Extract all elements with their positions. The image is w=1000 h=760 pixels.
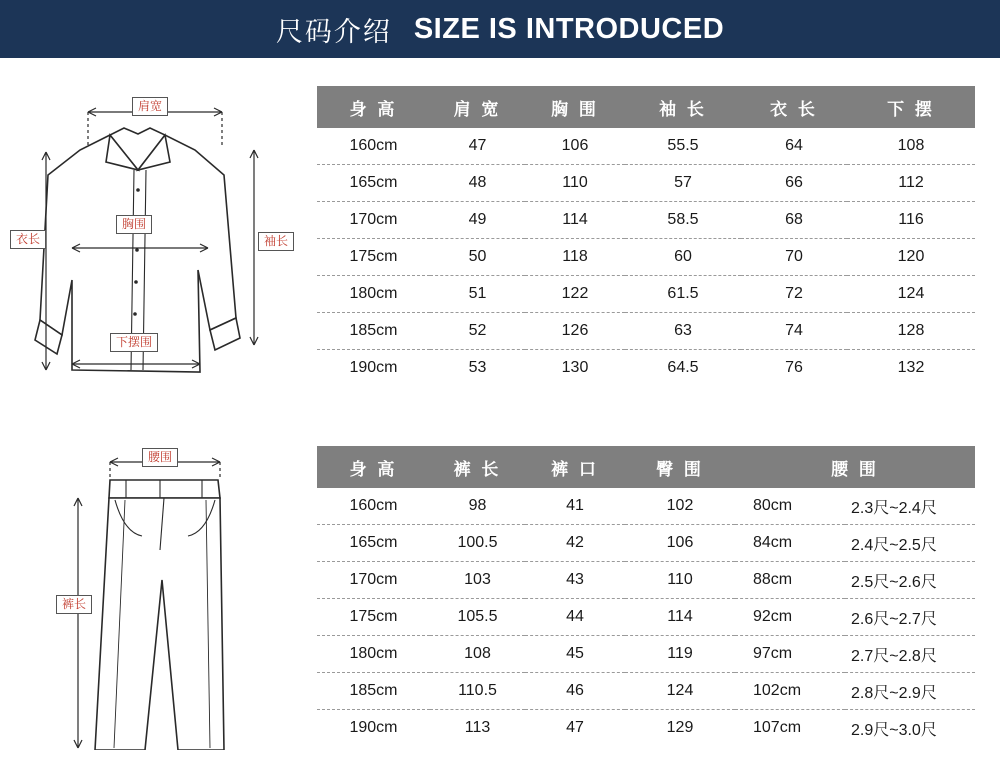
cell-chest: 130 — [561, 359, 589, 376]
cell-sleeve: 58.5 — [625, 202, 741, 239]
cell-length: 64 — [741, 128, 847, 165]
table-row — [317, 525, 975, 562]
shirt-col-length: 衣 长 — [741, 86, 847, 128]
cell-cuff: 43 — [525, 562, 625, 599]
shirt-col-shoulder: 肩 宽 — [430, 86, 525, 128]
cell-shoulder: 47 — [430, 128, 525, 165]
cell-cuff: 44 — [525, 599, 625, 636]
cell-length: 70 — [741, 239, 847, 276]
cell-height: 190cm — [349, 359, 398, 376]
table-row — [317, 276, 975, 313]
cell-length: 68 — [741, 202, 847, 239]
cell-waist-chi: 2.5尺~2.6尺 — [845, 562, 975, 599]
cell-height: 180cm — [317, 636, 430, 673]
page-title-en: SIZE IS INTRODUCED — [413, 12, 725, 45]
cell-height: 175cm — [317, 239, 430, 276]
shirt-col-sleeve: 袖 长 — [625, 86, 741, 128]
cell-waist-cm: 102cm — [735, 673, 845, 710]
shirt-illustration — [10, 70, 310, 400]
table-row — [317, 165, 975, 202]
cell-pants-length: 113 — [464, 719, 491, 736]
cell-cuff: 46 — [525, 673, 625, 710]
pants-size-table — [317, 446, 975, 746]
cell-height: 185cm — [317, 313, 430, 350]
shirt-label-hem: 下摆围 — [110, 333, 158, 352]
cell-waist-chi: 2.4尺~2.5尺 — [845, 525, 975, 562]
cell-height: 165cm — [317, 525, 430, 562]
pants-col-length: 裤 长 — [430, 446, 525, 488]
cell-sleeve: 64.5 — [667, 359, 699, 376]
cell-hem: 116 — [847, 202, 975, 239]
table-row — [317, 562, 975, 599]
cell-height: 175cm — [317, 599, 430, 636]
cell-waist-chi: 2.7尺~2.8尺 — [845, 636, 975, 673]
cell-sleeve: 57 — [625, 165, 741, 202]
table-row — [317, 350, 975, 387]
cell-waist-cm: 80cm — [735, 488, 845, 525]
shirt-col-hem: 下 摆 — [847, 86, 975, 128]
pants-label-waist: 腰围 — [142, 448, 178, 467]
cell-hem: 128 — [847, 313, 975, 350]
cell-hip: 124 — [625, 673, 735, 710]
cell-hem: 132 — [897, 359, 925, 376]
pants-col-waist: 腰 围 — [735, 446, 975, 488]
table-row — [317, 313, 975, 350]
cell-hip: 114 — [625, 599, 735, 636]
cell-length: 72 — [741, 276, 847, 313]
pants-diagram-svg — [10, 430, 310, 750]
cell-height: 170cm — [317, 202, 430, 239]
page-header — [0, 0, 1000, 58]
cell-waist-cm: 107cm — [753, 719, 802, 736]
cell-pants-length: 98 — [430, 488, 525, 525]
cell-shoulder: 51 — [430, 276, 525, 313]
cell-height: 160cm — [317, 128, 430, 165]
cell-hip: 102 — [625, 488, 735, 525]
cell-waist-chi: 2.6尺~2.7尺 — [845, 599, 975, 636]
cell-shoulder: 49 — [430, 202, 525, 239]
cell-shoulder: 50 — [430, 239, 525, 276]
cell-hem: 124 — [847, 276, 975, 313]
cell-shoulder: 53 — [468, 359, 487, 376]
cell-pants-length: 103 — [430, 562, 525, 599]
cell-sleeve: 60 — [625, 239, 741, 276]
pants-illustration — [10, 430, 310, 750]
cell-hem: 112 — [847, 165, 975, 202]
cell-height: 165cm — [317, 165, 430, 202]
cell-sleeve: 55.5 — [625, 128, 741, 165]
cell-pants-length: 100.5 — [430, 525, 525, 562]
shirt-table-header-row — [317, 86, 975, 128]
pants-label-length: 裤长 — [56, 595, 92, 614]
cell-pants-length: 110.5 — [430, 673, 525, 710]
cell-hem: 120 — [847, 239, 975, 276]
cell-sleeve: 63 — [625, 313, 741, 350]
table-row — [317, 488, 975, 525]
cell-waist-chi: 2.9尺~3.0尺 — [851, 721, 937, 739]
cell-waist-cm: 84cm — [735, 525, 845, 562]
page-title-cn: 尺码介绍 — [275, 16, 392, 47]
cell-chest: 114 — [525, 202, 625, 239]
cell-hip: 119 — [625, 636, 735, 673]
shirt-label-shoulder: 肩宽 — [132, 97, 168, 116]
cell-cuff: 42 — [525, 525, 625, 562]
table-row — [317, 128, 975, 165]
cell-hip: 129 — [666, 719, 694, 736]
cell-waist-chi: 2.3尺~2.4尺 — [845, 488, 975, 525]
cell-sleeve: 61.5 — [625, 276, 741, 313]
shirt-label-length: 衣长 — [10, 230, 46, 249]
cell-cuff: 47 — [566, 719, 584, 736]
cell-chest: 126 — [525, 313, 625, 350]
table-row — [317, 202, 975, 239]
cell-height: 190cm — [349, 719, 398, 736]
cell-pants-length: 105.5 — [430, 599, 525, 636]
cell-shoulder: 52 — [430, 313, 525, 350]
cell-height: 185cm — [317, 673, 430, 710]
shirt-col-chest: 胸 围 — [525, 86, 625, 128]
pants-col-cuff: 裤 口 — [525, 446, 625, 488]
cell-pants-length: 108 — [430, 636, 525, 673]
cell-waist-cm: 92cm — [735, 599, 845, 636]
cell-height: 180cm — [317, 276, 430, 313]
cell-cuff: 41 — [525, 488, 625, 525]
cell-height: 160cm — [317, 488, 430, 525]
cell-height: 170cm — [317, 562, 430, 599]
cell-chest: 110 — [525, 165, 625, 202]
table-row — [317, 599, 975, 636]
cell-chest: 122 — [525, 276, 625, 313]
cell-length: 76 — [785, 359, 803, 376]
cell-waist-cm: 88cm — [735, 562, 845, 599]
table-row — [317, 673, 975, 710]
cell-shoulder: 48 — [430, 165, 525, 202]
cell-hem: 108 — [847, 128, 975, 165]
cell-cuff: 45 — [525, 636, 625, 673]
cell-length: 74 — [741, 313, 847, 350]
shirt-label-sleeve: 袖长 — [258, 232, 294, 251]
cell-hip: 106 — [625, 525, 735, 562]
cell-chest: 106 — [525, 128, 625, 165]
table-row — [317, 239, 975, 276]
shirt-size-table — [317, 86, 975, 386]
table-row — [317, 636, 975, 673]
shirt-col-height: 身 高 — [317, 86, 430, 128]
cell-length: 66 — [741, 165, 847, 202]
shirt-label-chest: 胸围 — [116, 215, 152, 234]
cell-waist-cm: 97cm — [735, 636, 845, 673]
cell-chest: 118 — [525, 239, 625, 276]
pants-table-header-row — [317, 446, 975, 488]
cell-hip: 110 — [625, 562, 735, 599]
pants-col-hip: 臀 围 — [625, 446, 735, 488]
table-row — [317, 710, 975, 747]
pants-col-height: 身 高 — [317, 446, 430, 488]
cell-waist-chi: 2.8尺~2.9尺 — [845, 673, 975, 710]
